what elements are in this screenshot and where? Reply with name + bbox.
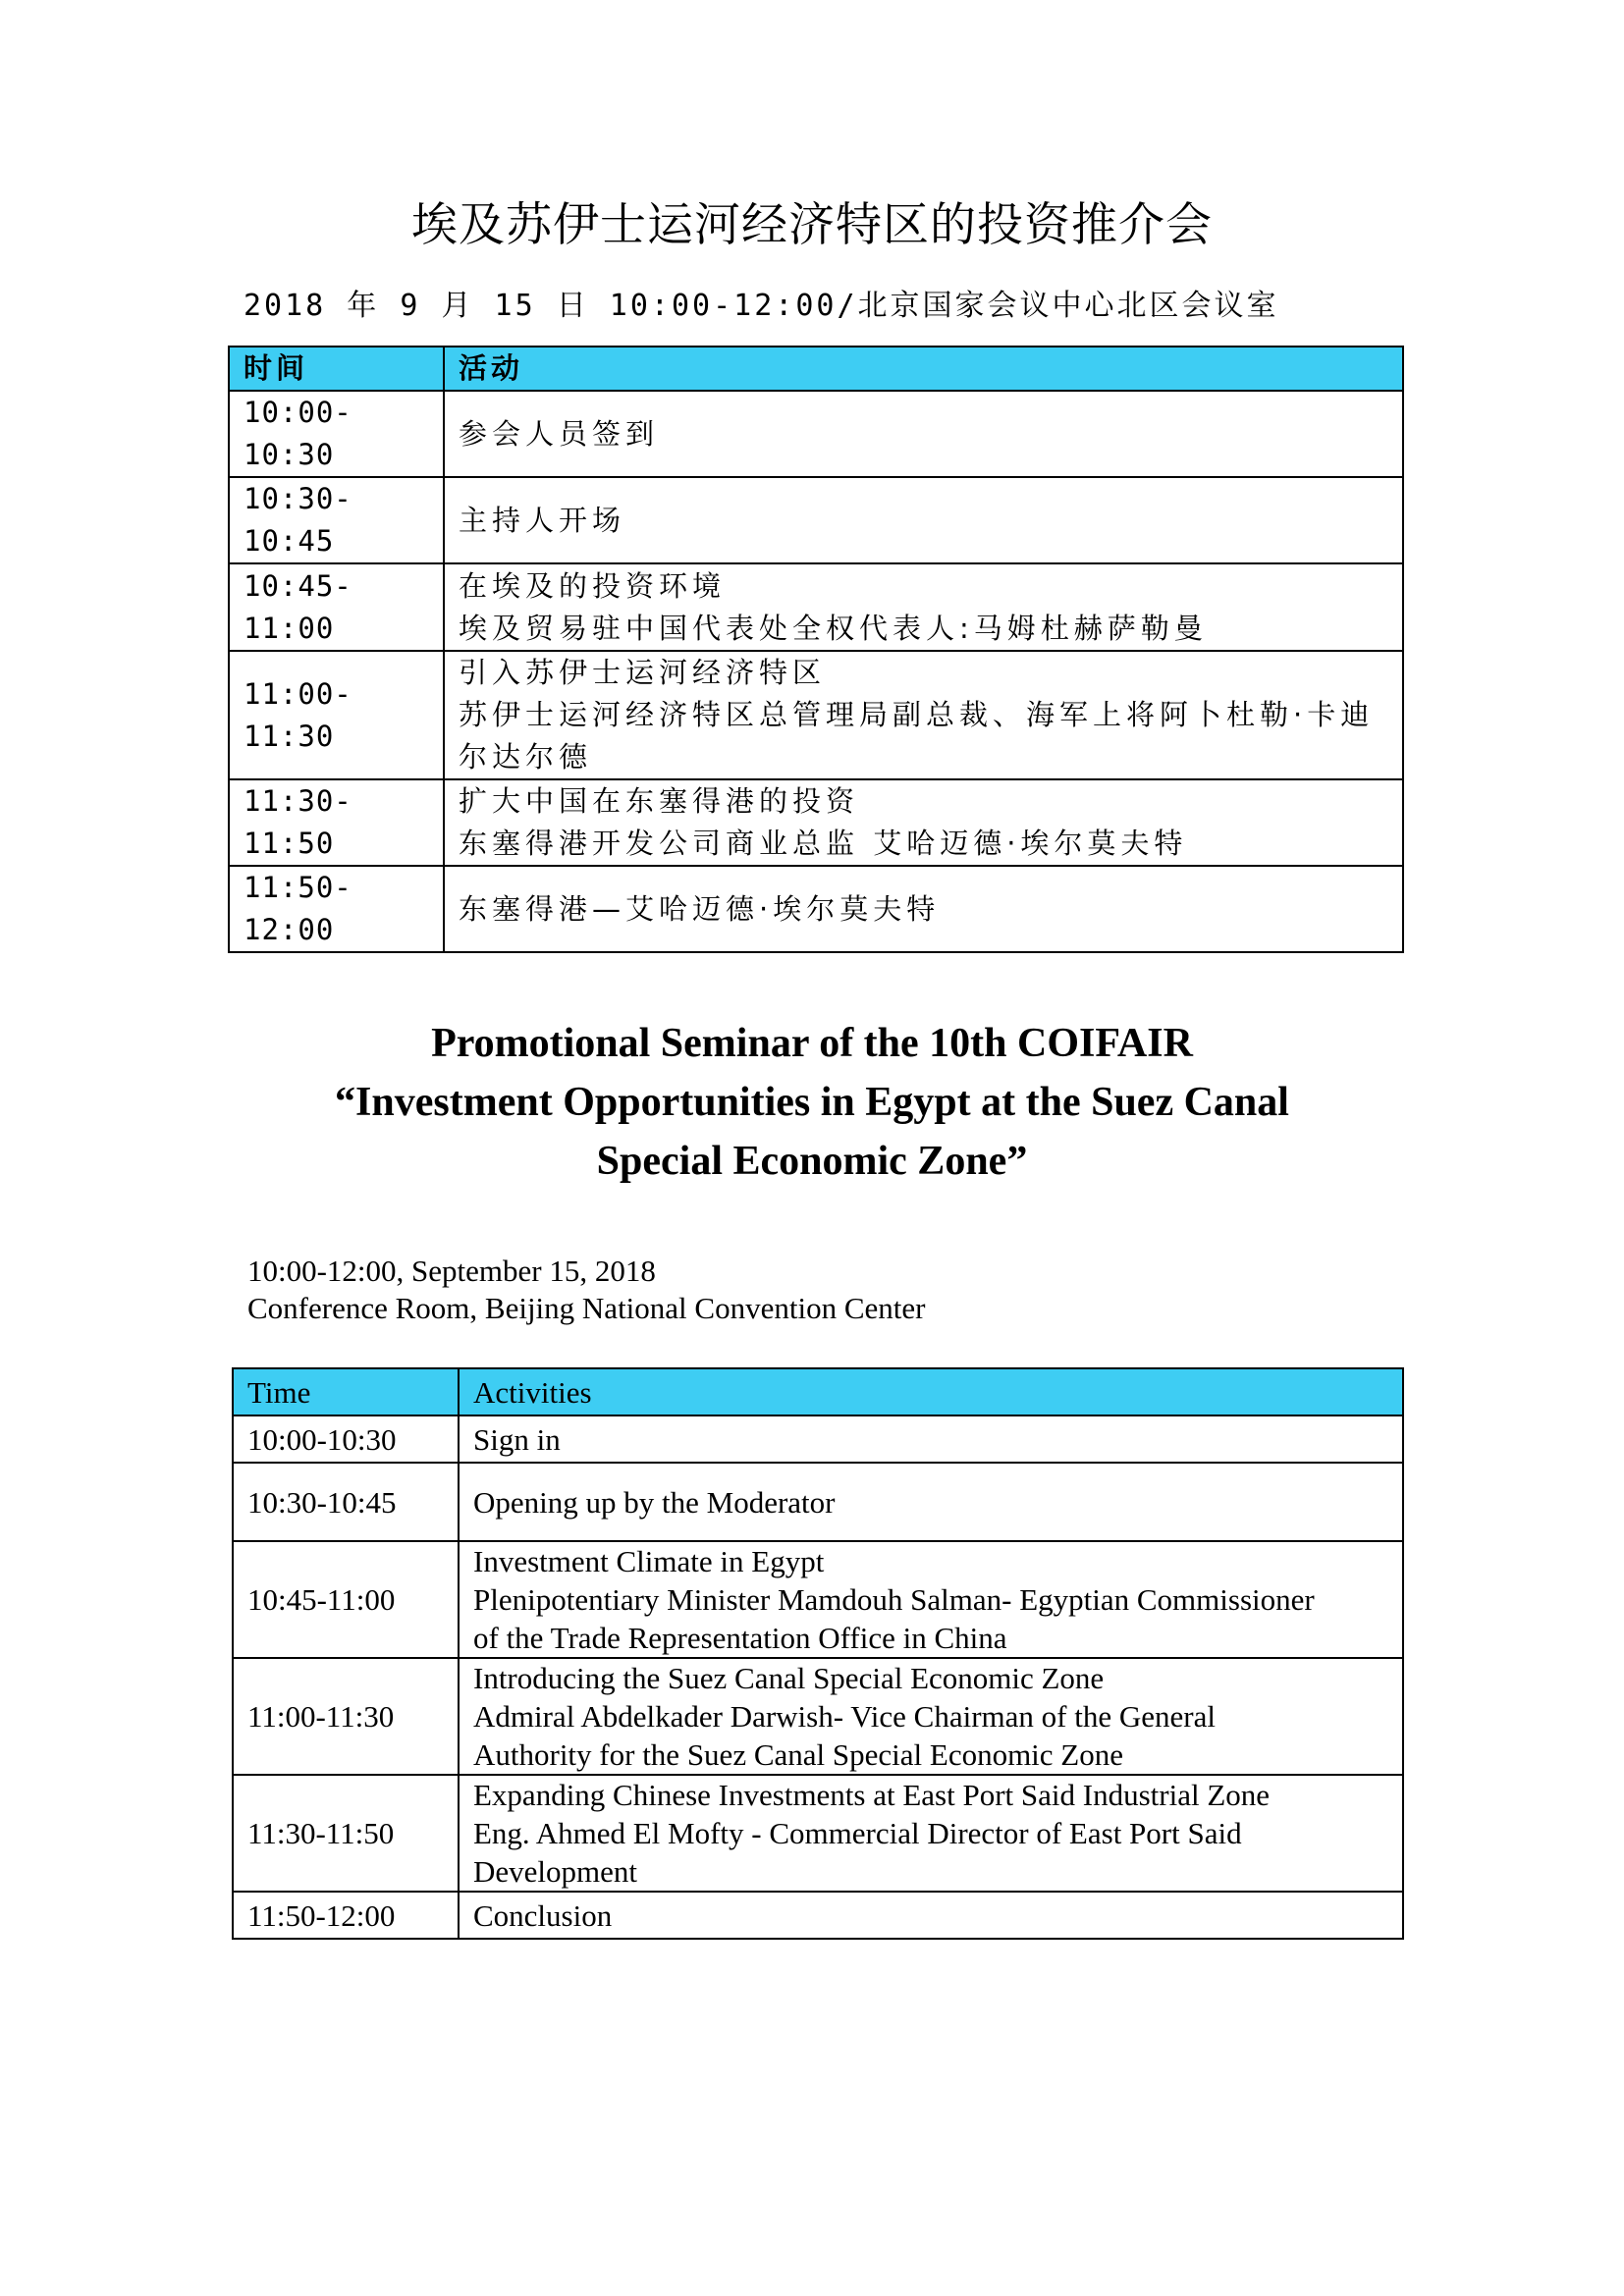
table-row: [233, 1775, 1403, 1892]
table-row: [233, 1541, 1403, 1658]
zh-activity-line: 东塞得港—艾哈迈德·埃尔莫夫特: [459, 891, 941, 926]
table-row: [229, 779, 1403, 866]
en-activity-line: Eng. Ahmed El Mofty - Commercial Director of East Port Said: [473, 1816, 1242, 1850]
zh-activity-line: 主持人开场: [459, 503, 626, 537]
en-activity-line: Authority for the Suez Canal Special Economic Zone: [473, 1737, 1124, 1772]
en-row-time: 11:00-11:30: [233, 1658, 459, 1775]
zh-header-time: 时间: [229, 347, 444, 391]
en-row-time: 10:30-10:45: [233, 1463, 459, 1541]
en-activity-line: Development: [473, 1854, 638, 1889]
zh-activity-line: 在埃及的投资环境: [459, 568, 727, 603]
en-title-line: “Investment Opportunities in Egypt at the Suez Canal: [335, 1080, 1289, 1125]
table-row: [229, 866, 1403, 952]
en-row-time: 10:45-11:00: [233, 1541, 459, 1658]
en-venue: Conference Room, Beijing National Convention Center: [247, 1291, 926, 1325]
zh-header-activity: 活动: [444, 347, 1403, 391]
table-row: [229, 391, 1403, 477]
en-row-activity: [459, 1775, 1403, 1892]
en-date-time: 10:00-12:00, September 15, 2018: [247, 1254, 656, 1288]
zh-activity-line: 苏伊士运河经济特区总管理局副总裁、海军上将阿卜杜勒·卡迪: [459, 698, 1375, 731]
zh-activity-line: 东塞得港开发公司商业总监 艾哈迈德·埃尔莫夫特: [459, 827, 1188, 860]
en-row-time: 11:30-11:50: [233, 1775, 459, 1892]
zh-activity-line: 引入苏伊士运河经济特区: [459, 656, 827, 689]
en-date-venue: [247, 1253, 925, 1327]
en-row-time: 11:50-12:00: [233, 1892, 459, 1939]
zh-date-venue: 2018 年 9 月 15 日 10:00-12:00/北京国家会议中心北区会议室: [244, 289, 1279, 323]
en-row-activity: [459, 1892, 1403, 1939]
en-activity-line: of the Trade Representation Office in China: [473, 1621, 1007, 1655]
zh-row-time: 10:45-11:00: [229, 563, 444, 651]
table-row: [229, 563, 1403, 651]
zh-activity-line: 扩大中国在东塞得港的投资: [459, 784, 860, 818]
zh-row-activity: [444, 866, 1403, 952]
zh-activity-line: 参会人员签到: [459, 416, 660, 451]
table-row: [229, 651, 1403, 779]
zh-row-activity: [444, 391, 1403, 477]
table-row: [229, 477, 1403, 563]
zh-row-time: 10:30-10:45: [229, 477, 444, 563]
zh-row-activity: [444, 779, 1403, 866]
table-row: [233, 1463, 1403, 1541]
en-activity-line: Introducing the Suez Canal Special Economic Zone: [473, 1661, 1105, 1695]
zh-page-title: 埃及苏伊士运河经济特区的投资推介会: [411, 198, 1213, 252]
en-activity-line: Investment Climate in Egypt: [473, 1544, 825, 1578]
en-activity-line: Opening up by the Moderator: [473, 1484, 836, 1520]
zh-row-time: 11:00-11:30: [229, 651, 444, 779]
en-row-activity: [459, 1415, 1403, 1463]
en-activity-line: Admiral Abdelkader Darwish- Vice Chairman of the General: [473, 1699, 1216, 1734]
zh-row-activity: [444, 563, 1403, 651]
en-header-time: Time: [233, 1368, 459, 1415]
en-row-activity: [459, 1541, 1403, 1658]
en-row-activity: [459, 1463, 1403, 1541]
en-header-activity: Activities: [459, 1368, 1403, 1415]
en-title-line: Special Economic Zone”: [596, 1139, 1028, 1184]
zh-schedule-table: [228, 346, 1404, 953]
table-row: [233, 1892, 1403, 1939]
zh-row-time: 11:30-11:50: [229, 779, 444, 866]
en-activity-line: Sign in: [473, 1421, 561, 1457]
en-activity-line: Plenipotentiary Minister Mamdouh Salman- Egyptian Commissioner: [473, 1582, 1315, 1617]
zh-row-activity: [444, 651, 1403, 779]
en-activity-line: Conclusion: [473, 1897, 613, 1933]
zh-table-header-row: [229, 347, 1403, 391]
zh-activity-line: 尔达尔德: [459, 740, 593, 774]
table-row: [233, 1415, 1403, 1463]
en-title-line: Promotional Seminar of the 10th COIFAIR: [431, 1021, 1193, 1066]
zh-activity-line: 埃及贸易驻中国代表处全权代表人:马姆杜赫萨勒曼: [459, 611, 1208, 645]
en-table-header-row: [233, 1368, 1403, 1415]
table-row: [233, 1658, 1403, 1775]
en-row-activity: [459, 1658, 1403, 1775]
zh-row-time: 11:50-12:00: [229, 866, 444, 952]
zh-row-time: 10:00-10:30: [229, 391, 444, 477]
en-row-time: 10:00-10:30: [233, 1415, 459, 1463]
en-page-title: [0, 1014, 1624, 1191]
zh-row-activity: [444, 477, 1403, 563]
en-activity-line: Expanding Chinese Investments at East Port Said Industrial Zone: [473, 1778, 1271, 1812]
en-schedule-table: [232, 1367, 1404, 1940]
